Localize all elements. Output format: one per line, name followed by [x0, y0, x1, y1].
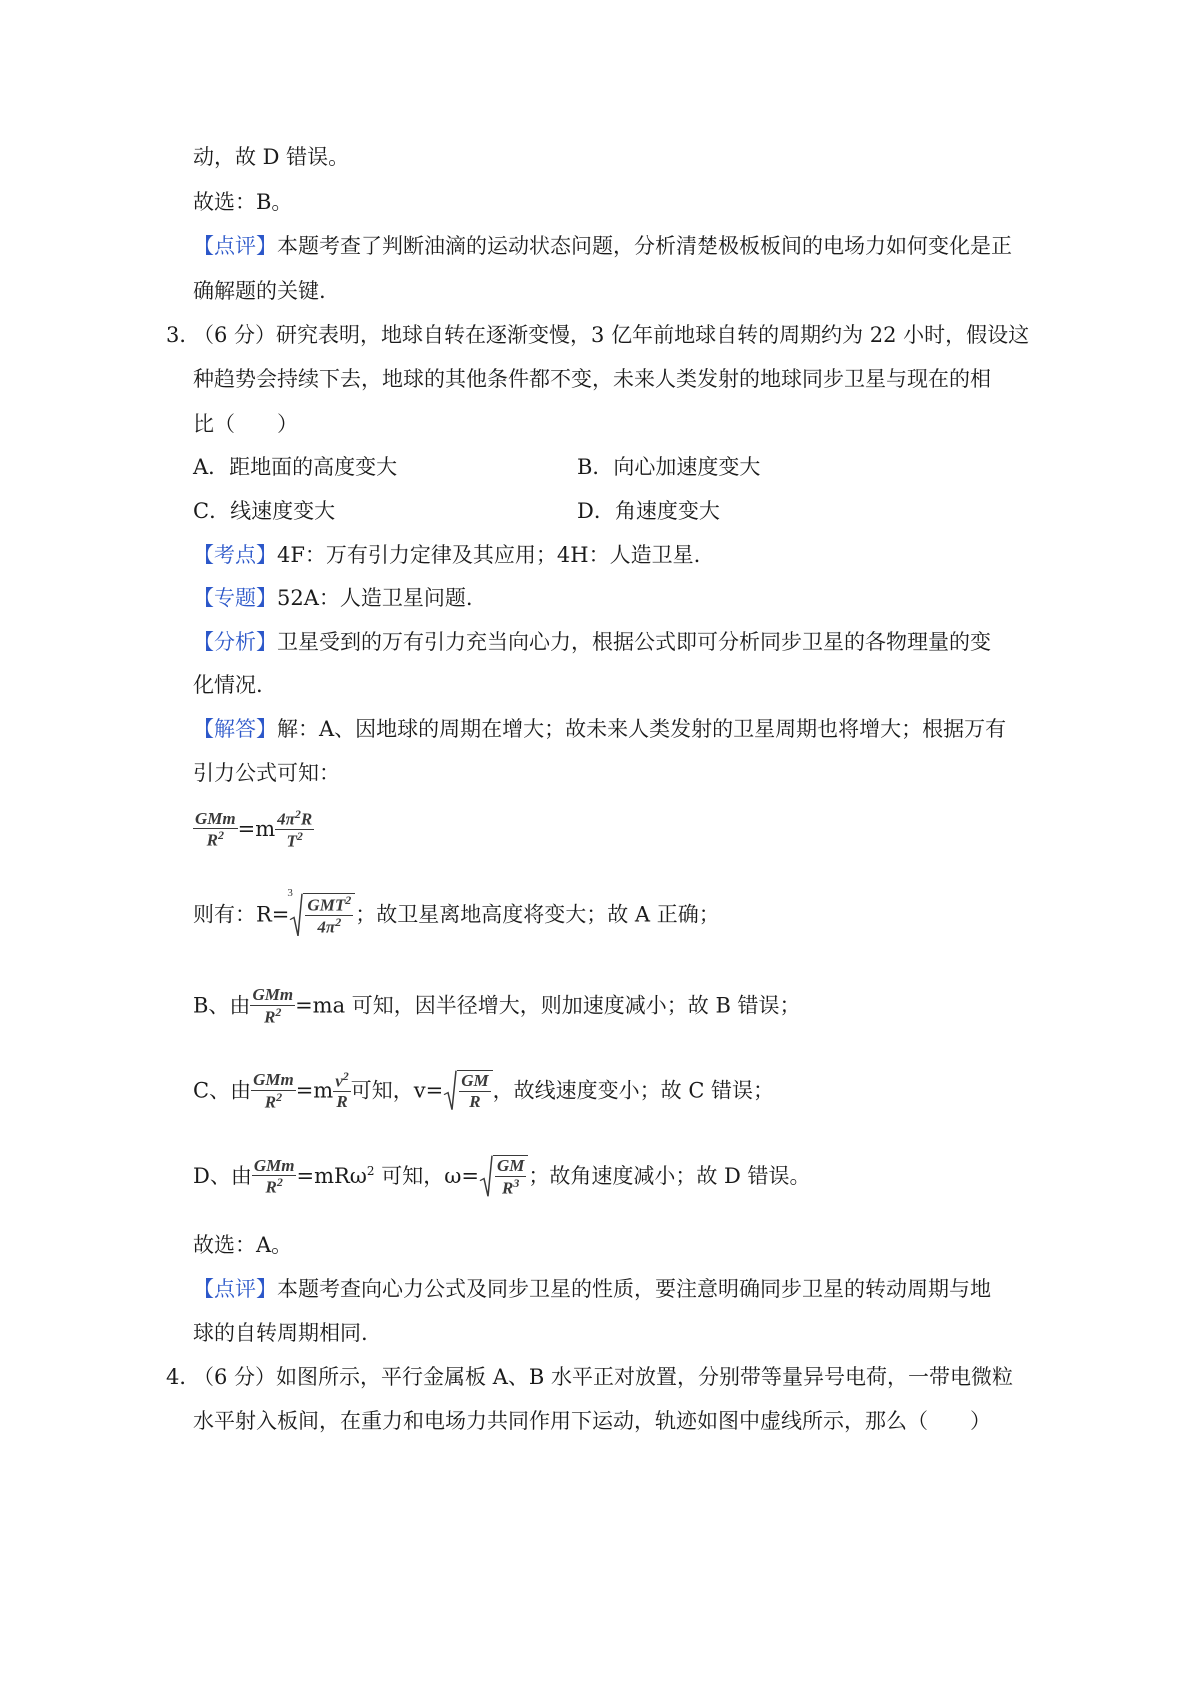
- option-c: C．线速度变大: [193, 499, 336, 523]
- text-line: 确解题的关键.: [193, 279, 326, 303]
- root: $\frac{GM}{R^3}$: [479, 1155, 528, 1198]
- question-stem: （6 分）研究表明，地球自转在逐渐变慢，3 亿年前地球自转的周期约为 22 小时，假设这: [193, 323, 1030, 347]
- option-b: B．向心加速度变大: [577, 455, 761, 479]
- fenxi-line: [193, 627, 991, 657]
- fraction: $\frac{4\pi^2R}{T^2}$: [277, 807, 313, 851]
- text-line: 动，故 D 错误。: [193, 145, 350, 169]
- review-line: [193, 231, 1012, 261]
- fraction: $\frac{\text{GMm}}{R^2}$: [253, 1155, 295, 1197]
- root: $\frac{GM}{R}$: [443, 1070, 492, 1111]
- equation-radius: 则有：R= 3 $\frac{GMT^2}{4\pi^2}$ ；故卫星离地高度将变大；故 A 正确；: [193, 887, 720, 937]
- choice-line: 故选：B。: [193, 190, 293, 214]
- option-d: D．角速度变大: [577, 499, 720, 523]
- zhuanti-text: 52A：人造卫星问题.: [277, 586, 473, 610]
- fenxi-tag: 【分析】: [193, 630, 277, 654]
- kaodian-text: 4F：万有引力定律及其应用；4H：人造卫星.: [277, 543, 701, 567]
- root: 3 $\frac{GMT^2}{4\pi^2}$: [289, 893, 355, 937]
- equation-gravitation: $\frac{\text{GMm}}{R^2}$ =m $\frac{4\pi^2R}{T^2}$: [195, 807, 313, 851]
- solution-d: D、由 $\frac{\text{GMm}}{R^2}$ =mRω$^2$ 可知，ω= $\frac{GM}{R^3}$ ；故角速度减小；故 D 错误。: [193, 1155, 811, 1198]
- review-text: 本题考查了判断油滴的运动状态问题，分析清楚极板板间的电场力如何变化是正: [277, 234, 1012, 258]
- review-tag: 【点评】: [193, 1277, 277, 1301]
- option-a: A．距地面的高度变大: [193, 455, 398, 479]
- review-text: 本题考查向心力公式及同步卫星的性质，要注意明确同步卫星的转动周期与地: [277, 1277, 991, 1301]
- jieda-line: [193, 714, 1006, 744]
- kaodian-line: [193, 540, 700, 570]
- choice-line: 故选：A。: [193, 1233, 293, 1257]
- fenxi-text: 卫星受到的万有引力充当向心力，根据公式即可分析同步卫星的各物理量的变: [277, 630, 991, 654]
- question-stem: 比（ ）: [193, 412, 298, 436]
- zhuanti-line: [193, 583, 473, 613]
- solution-c: C、由 $\frac{\text{GMm}}{R^2}$ =m $\frac{v^2}{R}$ 可知，v= $\frac{GM}{R}$ ，故线速度变小；故 C 错误；: [193, 1069, 775, 1112]
- fraction: $\frac{\text{GMm}}{R^2}$: [195, 808, 236, 851]
- question-stem: 种趋势会持续下去，地球的其他条件都不变，未来人类发射的地球同步卫星与现在的相: [193, 367, 991, 391]
- text-line: 化情况.: [193, 673, 263, 697]
- fraction: $\frac{v^2}{R}$: [335, 1069, 349, 1112]
- zhuanti-tag: 【专题】: [193, 586, 277, 610]
- question-stem: （6 分）如图所示，平行金属板 A、B 水平正对放置，分别带等量异号电荷，一带电微粒: [193, 1365, 1013, 1389]
- kaodian-tag: 【考点】: [193, 543, 277, 567]
- fraction: $\frac{\text{GMm}}{R^2}$: [253, 1070, 294, 1112]
- text-line: 球的自转周期相同.: [193, 1321, 368, 1345]
- solution-b: B、由 $\frac{\text{GMm}}{R^2}$ =ma 可知，因半径增大，则加速度减小；故 B 错误；: [193, 985, 801, 1027]
- review-tag: 【点评】: [193, 234, 277, 258]
- jieda-text: 解：A、因地球的周期在增大；故未来人类发射的卫星周期也将增大；根据万有: [277, 717, 1007, 741]
- fraction: $\frac{\text{GMm}}{R^2}$: [252, 985, 294, 1027]
- question-number: 4．: [166, 1365, 201, 1389]
- jieda-tag: 【解答】: [193, 717, 277, 741]
- review-line: [193, 1274, 991, 1304]
- text-line: 引力公式可知：: [193, 761, 340, 785]
- question-number: 3．: [166, 323, 201, 347]
- question-stem: 水平射入板间，在重力和电场力共同作用下运动，轨迹如图中虚线所示，那么（ ）: [193, 1409, 991, 1433]
